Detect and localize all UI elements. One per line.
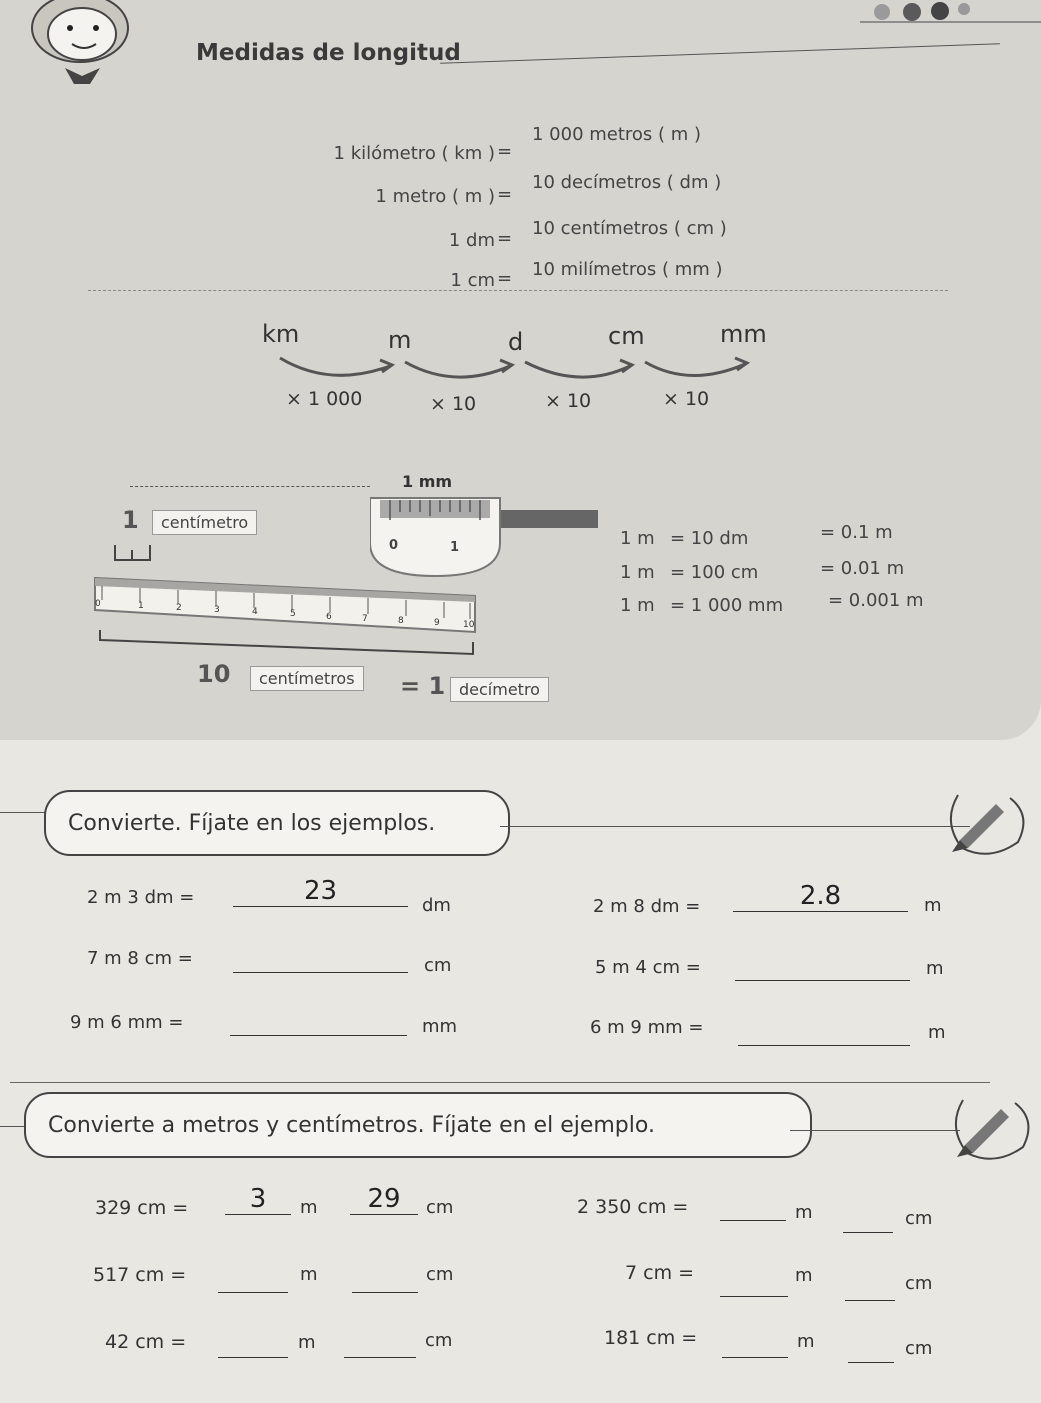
relation-a: 1 m xyxy=(620,528,655,549)
page-title: Medidas de longitud xyxy=(196,40,461,66)
centimetro-label: centímetro xyxy=(152,510,257,535)
unit-d: d xyxy=(508,328,524,356)
exercise1-unit: cm xyxy=(424,955,452,976)
equivalence-right-cm: 10 milímetros ( mm ) xyxy=(532,259,723,280)
ruler-tick-3: 3 xyxy=(214,605,220,615)
section-rule xyxy=(10,1082,990,1083)
unit-km: km xyxy=(262,320,300,348)
exercise1-title: Convierte. Fíjate en los ejemplos. xyxy=(44,790,510,856)
exercise1-answer-blank[interactable] xyxy=(230,1005,407,1036)
exercise2-question: 329 cm = xyxy=(95,1197,189,1219)
exercise2-m-unit: m xyxy=(298,1332,316,1353)
unit-mm: mm xyxy=(720,320,767,348)
factor-km-m: × 1 000 xyxy=(286,388,363,410)
exercise2-cm-blank[interactable] xyxy=(843,1208,893,1233)
equivalence-left-cm: 1 cm xyxy=(450,270,495,291)
mm-dashed-line xyxy=(130,486,370,487)
exercise1-question: 5 m 4 cm = xyxy=(595,957,701,978)
exercise2-cm-blank[interactable]: 29 xyxy=(350,1184,418,1215)
exercise2-cm-unit: cm xyxy=(425,1330,453,1351)
ruler-tick-6: 6 xyxy=(326,612,332,622)
exercise1-answer-blank[interactable] xyxy=(738,1015,910,1046)
equivalence-left-m: 1 metro ( m ) xyxy=(375,186,495,207)
exercise2-cm-blank[interactable] xyxy=(344,1333,416,1358)
relation-c: = 0.1 m xyxy=(820,522,893,543)
factor-m-d: × 10 xyxy=(430,393,477,415)
ruler xyxy=(90,566,490,636)
factor-d-cm: × 10 xyxy=(545,390,592,412)
exercise1-question: 2 m 8 dm = xyxy=(593,896,701,917)
exercise1-question: 6 m 9 mm = xyxy=(590,1017,704,1038)
ruler-tick-2: 2 xyxy=(176,603,182,613)
ruler-tick-1: 1 xyxy=(138,601,144,611)
exercise2-cm-blank[interactable] xyxy=(845,1276,895,1301)
exercise2-cm-unit: cm xyxy=(426,1197,454,1218)
magnified-ruler xyxy=(370,488,600,578)
relation-b: = 100 cm xyxy=(670,562,759,583)
decorative-dots xyxy=(860,0,1041,26)
exercise1-unit: m xyxy=(924,895,942,916)
pencil-icon xyxy=(945,1095,1035,1165)
relation-a: 1 m xyxy=(620,562,655,583)
ten-number: 10 xyxy=(197,660,231,688)
ruler-tick-9: 9 xyxy=(434,618,440,628)
mascot-illustration xyxy=(20,0,150,85)
ruler-tick-0: 0 xyxy=(95,599,101,609)
ruler-tick-8: 8 xyxy=(398,616,404,626)
exercise1-question: 9 m 6 mm = xyxy=(70,1012,184,1033)
exercise2-m-unit: m xyxy=(300,1264,318,1285)
relation-b: = 10 dm xyxy=(670,528,749,549)
exercise2-m-blank[interactable] xyxy=(720,1196,786,1221)
pencil-icon xyxy=(940,790,1030,860)
exercise2-cm-blank[interactable] xyxy=(848,1338,894,1363)
exercise2-question: 42 cm = xyxy=(105,1331,187,1353)
zoom-tick-1: 1 xyxy=(450,540,460,555)
exercise1-answer-blank[interactable]: 23 xyxy=(233,876,408,907)
exercise2-m-unit: m xyxy=(300,1197,318,1218)
exercise2-question: 7 cm = xyxy=(625,1262,695,1284)
equivalence-right-km: 1 000 metros ( m ) xyxy=(532,124,702,145)
exercise1-answer-blank[interactable] xyxy=(233,942,408,973)
equivalence-left-km: 1 kilómetro ( km ) xyxy=(333,143,495,164)
exercise2-cm-unit: cm xyxy=(426,1264,454,1285)
exercise2-question: 517 cm = xyxy=(93,1264,187,1286)
exercise2-cm-unit: cm xyxy=(905,1273,933,1294)
one-number: 1 xyxy=(122,506,139,534)
exercise2-question: 2 350 cm = xyxy=(577,1196,689,1218)
exercise2-m-unit: m xyxy=(795,1265,813,1286)
relation-a: 1 m xyxy=(620,595,655,616)
relation-c: = 0.001 m xyxy=(828,590,924,611)
equivalence-eq: = xyxy=(497,141,513,162)
exercise2-m-blank[interactable] xyxy=(720,1272,788,1297)
centimetros-label: centímetros xyxy=(250,666,364,691)
conversion-arrows xyxy=(260,352,780,392)
exercise2-title: Convierte a metros y centímetros. Fíjate en el ejemplo. xyxy=(24,1092,812,1158)
exercise1-unit: mm xyxy=(422,1016,458,1037)
equivalence-eq: = xyxy=(497,228,513,249)
equivalence-right-dm: 10 centímetros ( cm ) xyxy=(532,218,727,239)
section-rule xyxy=(790,1130,960,1131)
ruler-tick-5: 5 xyxy=(290,609,296,619)
decimetro-label: decímetro xyxy=(450,677,549,702)
ruler-tick-10: 10 xyxy=(463,620,475,630)
exercise2-question: 181 cm = xyxy=(604,1327,698,1349)
exercise1-question: 7 m 8 cm = xyxy=(87,948,193,969)
dm-bracket xyxy=(95,628,485,658)
equivalence-right-m: 10 decímetros ( dm ) xyxy=(532,172,722,193)
exercise1-unit: m xyxy=(926,958,944,979)
exercise1-question: 2 m 3 dm = xyxy=(87,887,195,908)
ruler-tick-7: 7 xyxy=(362,614,368,624)
unit-cm: cm xyxy=(608,322,645,350)
exercise1-unit: dm xyxy=(422,895,451,916)
exercise2-cm-unit: cm xyxy=(905,1338,933,1359)
exercise1-answer-blank[interactable]: 2.8 xyxy=(733,881,908,912)
equivalence-left-dm: 1 dm xyxy=(448,230,495,251)
exercise1-unit: m xyxy=(928,1022,946,1043)
factor-cm-mm: × 10 xyxy=(663,388,710,410)
exercise2-m-blank[interactable] xyxy=(218,1268,288,1293)
equivalence-eq: = xyxy=(497,184,513,205)
relation-b: = 1 000 mm xyxy=(670,595,784,616)
equivalence-eq: = xyxy=(497,268,513,289)
section-rule xyxy=(500,826,970,827)
cm-bracket xyxy=(110,540,160,565)
exercise2-cm-unit: cm xyxy=(905,1208,933,1229)
exercise2-m-unit: m xyxy=(797,1331,815,1352)
relation-c: = 0.01 m xyxy=(820,558,905,579)
mm-label: 1 mm xyxy=(402,472,453,491)
exercise2-m-unit: m xyxy=(795,1202,813,1223)
dashed-divider xyxy=(88,290,948,291)
exercise2-m-blank[interactable] xyxy=(218,1333,288,1358)
exercise2-m-blank[interactable]: 3 xyxy=(225,1184,291,1215)
ruler-tick-4: 4 xyxy=(252,607,258,617)
zoom-tick-0: 0 xyxy=(389,538,399,553)
exercise2-m-blank[interactable] xyxy=(722,1333,788,1358)
exercise1-answer-blank[interactable] xyxy=(735,950,910,981)
exercise2-cm-blank[interactable] xyxy=(352,1268,418,1293)
equals-one: = 1 xyxy=(400,672,446,700)
unit-m: m xyxy=(388,326,412,354)
